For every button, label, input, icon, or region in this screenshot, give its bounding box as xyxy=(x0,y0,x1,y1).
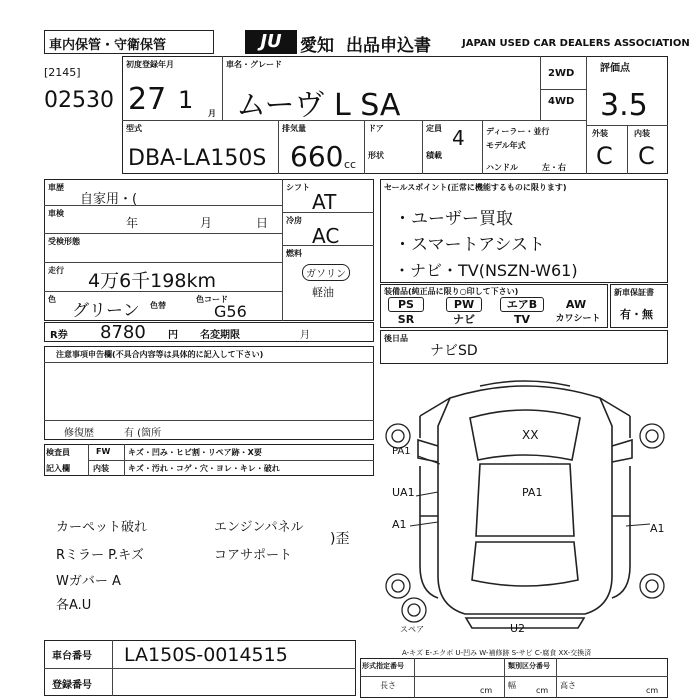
month-suffix: 月 xyxy=(208,109,216,118)
inner-label: 内装 xyxy=(93,464,109,473)
capacity-value: 4 xyxy=(452,126,465,150)
damage-legend: A-キズ E-エクボ U-凹み W-補修跡 S-サビ C-腐食 XX-交換済 xyxy=(402,649,592,657)
model-year-label: モデル年式 xyxy=(486,141,526,150)
equip-ps: PS xyxy=(388,297,424,312)
mark-left-rear: A1 xyxy=(392,518,407,531)
displacement-value: 660 xyxy=(290,140,344,173)
note-6: Wガバー A xyxy=(56,574,121,589)
shift-label: シフト xyxy=(286,183,310,192)
note-3: )歪 xyxy=(330,531,350,547)
yen-label: 円 xyxy=(168,330,178,341)
car-name-label: 車名・グレード xyxy=(226,60,282,69)
color-label: 色 xyxy=(48,295,56,304)
left-right-label: 左・右 xyxy=(542,163,566,172)
car-name-value: ムーヴ L SA xyxy=(236,88,401,123)
chassis-label: 車台番号 xyxy=(52,651,92,662)
new-warranty-label: 新車保証書 xyxy=(614,288,654,297)
accept-form-label: 受検形態 xyxy=(48,237,80,246)
wd2-label: 2WD xyxy=(548,68,575,79)
storage-note: 車内保管・守衛保管 xyxy=(49,38,167,53)
car-damage-diagram xyxy=(380,366,670,638)
inspector-label: 検査員 xyxy=(46,448,70,457)
note-7: 各A.U xyxy=(56,598,92,613)
equipment-label: 装備品(純正品に限り○印して下さい) xyxy=(384,287,519,296)
color-change-label: 色替 xyxy=(150,301,166,310)
equip-seat: カワシート xyxy=(555,314,601,324)
length-label: 長さ xyxy=(380,681,396,690)
height-label: 高さ xyxy=(560,681,576,690)
note-4: Rミラー P.キズ xyxy=(56,548,144,563)
int-grade: C xyxy=(638,142,655,170)
cert-no-label: 形式指定番号 xyxy=(362,662,404,670)
ac-value: AC xyxy=(312,224,340,248)
color-value: グリーン xyxy=(72,301,140,321)
ju-logo: JU xyxy=(245,30,297,54)
inspection-month: 月 xyxy=(200,216,213,230)
interior-label: 内装 xyxy=(634,129,650,138)
r-ken-value: 8780 xyxy=(100,322,146,343)
width-label: 幅 xyxy=(508,681,516,690)
width-unit: cm xyxy=(536,686,549,695)
sales-point-3: ・ナビ・TV(NSZN-W61) xyxy=(394,261,578,280)
reg-label: 登録番号 xyxy=(52,680,92,691)
first-reg-month: 1 xyxy=(178,86,194,114)
interior-marks: キズ・汚れ・コゲ・穴・ヨレ・キレ・破れ xyxy=(128,464,280,473)
mileage-label: 走行 xyxy=(48,266,64,275)
class-no-label: 類別区分番号 xyxy=(508,662,550,670)
exterior-label: 外装 xyxy=(592,129,608,138)
load-label: 積載 xyxy=(426,151,442,160)
fuel-label: 燃料 xyxy=(286,249,302,258)
repair-label: 修復歴 xyxy=(64,428,94,439)
mark-rear-bumper: U2 xyxy=(510,622,526,635)
entry-label: 記入欄 xyxy=(46,464,70,473)
mark-left-door: UA1 xyxy=(392,486,415,499)
handle-label: ハンドル xyxy=(486,163,518,172)
new-warranty-value: 有・無 xyxy=(620,308,653,321)
exterior-marks: キズ・凹み・ヒビ割・リペア跡・X要 xyxy=(128,448,262,457)
wd4-label: 4WD xyxy=(548,96,575,107)
equip-navi: ナビ xyxy=(453,313,475,326)
inspection-year: 年 xyxy=(126,216,139,230)
rating-value: 3.5 xyxy=(600,88,648,123)
equip-pw: PW xyxy=(446,297,482,312)
color-code-value: G56 xyxy=(214,302,247,321)
repair-value: 有 (箇所 xyxy=(124,428,162,439)
rating-label: 評価点 xyxy=(600,63,630,74)
note-2: エンジンパネル xyxy=(214,520,304,535)
ac-label: 冷房 xyxy=(286,216,302,225)
height-unit: cm xyxy=(646,686,659,695)
ext-grade: C xyxy=(596,142,613,170)
capacity-label: 定員 xyxy=(426,124,442,133)
lot-small: [2145] xyxy=(44,66,81,79)
form-title: 出品申込書 xyxy=(346,36,431,56)
usage-value: 自家用・( xyxy=(80,192,138,207)
model-label: 型式 xyxy=(126,124,142,133)
name-change-label: 名変期限 xyxy=(200,330,240,341)
color-code-label: 色コード xyxy=(196,295,228,304)
association-name: JAPAN USED CAR DEALERS ASSOCIATION xyxy=(462,38,690,49)
after-items-label: 後日品 xyxy=(384,334,408,343)
shift-value: AT xyxy=(312,190,337,214)
brand-text: 愛知 xyxy=(300,36,334,56)
sales-point-2: ・スマートアシスト xyxy=(394,235,545,255)
mark-right-rear: A1 xyxy=(650,522,665,535)
chassis-value: LA150S-0014515 xyxy=(124,644,288,666)
length-unit: cm xyxy=(480,686,493,695)
note-5: コアサポート xyxy=(214,548,293,563)
name-change-month: 月 xyxy=(300,330,310,341)
lot-number: 02530 xyxy=(44,88,114,113)
displacement-label: 排気量 xyxy=(282,124,306,133)
note-1: カーペット破れ xyxy=(56,520,148,535)
equip-sr: SR xyxy=(397,313,415,326)
equip-tv: TV xyxy=(513,313,531,326)
shape-label: 形状 xyxy=(368,151,384,160)
mark-roof: XX xyxy=(522,428,539,442)
sales-point-1: ・ユーザー買取 xyxy=(394,209,513,229)
equip-aw: AW xyxy=(565,298,587,311)
cc-unit: cc xyxy=(344,158,357,171)
mark-left-front: PA1 xyxy=(392,446,411,457)
inspection-day: 日 xyxy=(256,216,269,230)
after-items-value: ナビSD xyxy=(430,343,478,359)
fuel-light: 軽油 xyxy=(312,286,334,299)
sales-point-label: セールスポイント(正常に機能するものに限ります) xyxy=(384,183,567,192)
mark-rear: PA1 xyxy=(522,486,543,499)
model-value: DBA-LA150S xyxy=(128,146,267,171)
fuel-value: ガソリン xyxy=(302,264,350,281)
first-reg-year: 27 xyxy=(128,82,167,117)
usage-label: 車歴 xyxy=(48,183,64,192)
equip-airbag: エアB xyxy=(500,297,544,312)
r-ken-label: R券 xyxy=(50,330,68,341)
spare-label: スペア xyxy=(400,625,424,634)
notes-title: 注意事項申告欄(不具合内容等は具体的に記入して下さい) xyxy=(56,350,264,359)
inspection-label: 車検 xyxy=(48,209,64,218)
first-reg-label: 初度登録年月 xyxy=(126,60,174,69)
dealer-label: ディーラー・並行 xyxy=(486,127,550,136)
door-label: ドア xyxy=(368,124,384,133)
storage-note-box xyxy=(44,30,214,54)
after-items-box xyxy=(380,330,668,364)
fw-label: FW xyxy=(96,447,111,456)
mileage-value: 4万6千198km xyxy=(88,270,216,292)
